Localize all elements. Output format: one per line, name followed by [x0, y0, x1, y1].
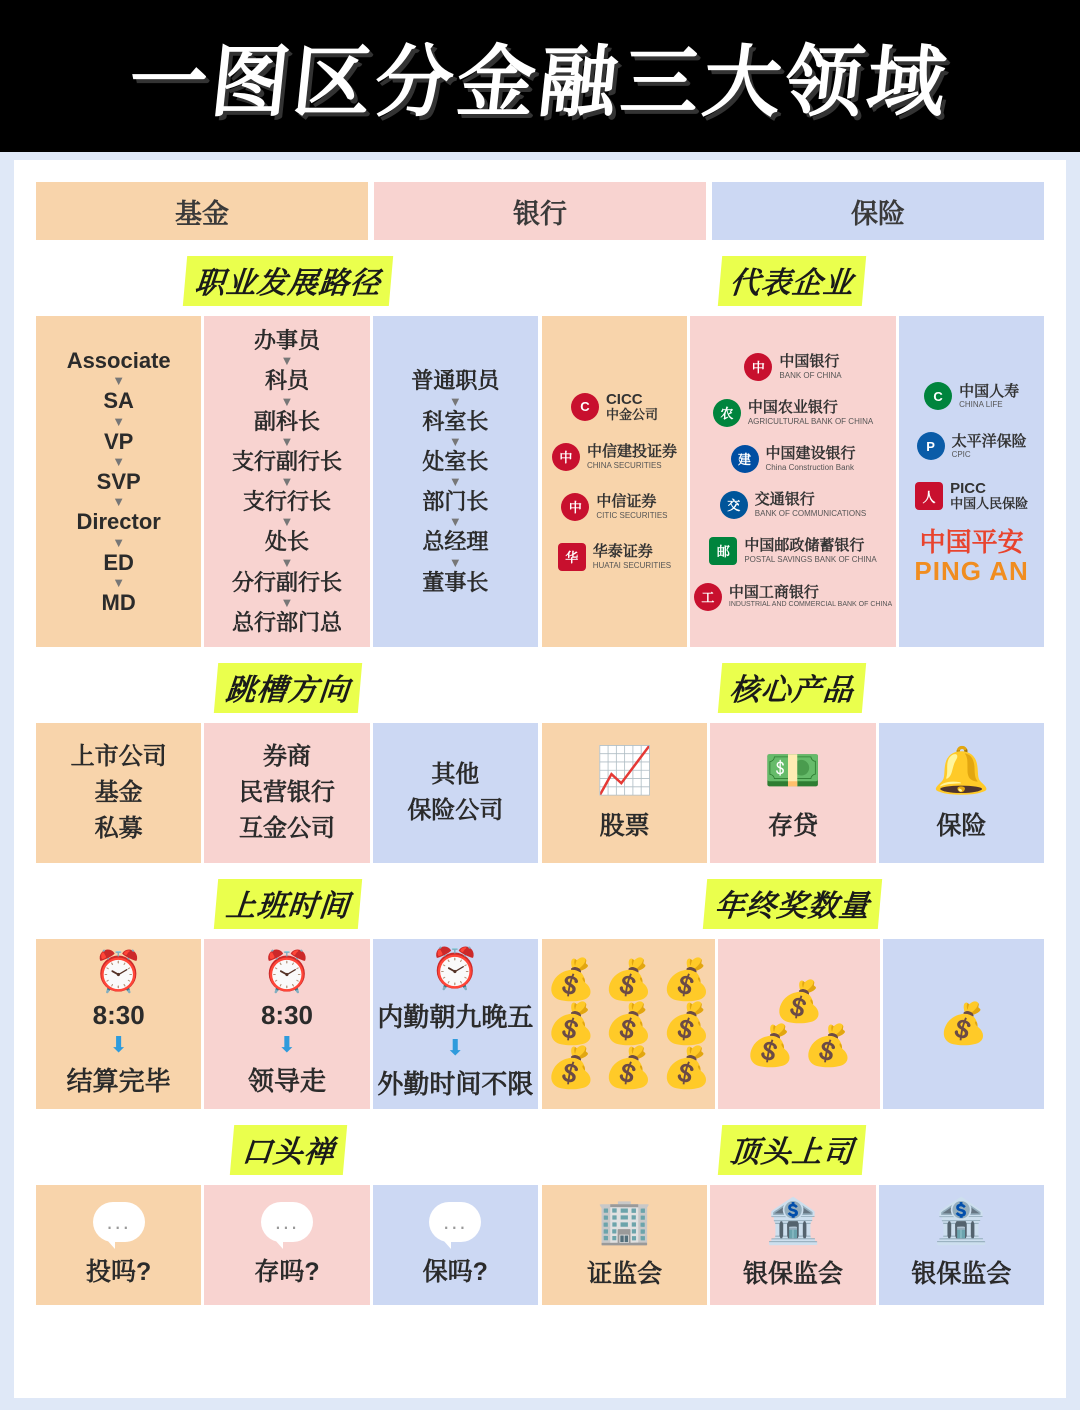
- speech-bubble-icon: ...: [93, 1202, 145, 1242]
- catchphrase-label: 保吗?: [422, 1258, 488, 1287]
- row-worktime-bonus: [36, 939, 1044, 1109]
- row-catchphrase-boss: [36, 1185, 1044, 1305]
- product-label: 股票: [599, 811, 650, 840]
- career-step: Associate: [66, 348, 171, 374]
- jobhop-item: 保险公司: [407, 797, 504, 825]
- companies-fund-column: [542, 316, 687, 647]
- heading-cell-jobhop: [36, 663, 540, 713]
- jobhop-item: 民营银行: [238, 779, 335, 807]
- career-step: 董事长: [422, 569, 489, 595]
- company-name-en: BANK OF COMMUNICATIONS: [754, 508, 867, 518]
- bonus-half: [542, 939, 1044, 1109]
- career-step: SVP: [96, 469, 141, 495]
- company-name: 交通银行: [754, 491, 815, 509]
- arrow-icon: ▼: [280, 514, 294, 530]
- citic-securities-logo-icon: 中: [561, 493, 589, 521]
- company-name-en: China Construction Bank: [765, 462, 854, 472]
- worktime-bank-column: [204, 939, 369, 1109]
- jobhop-insurance-column: [373, 723, 538, 863]
- career-step: SA: [103, 388, 134, 414]
- heading-cell-companies: [540, 256, 1044, 306]
- arrow-icon: ▼: [448, 474, 462, 490]
- arrow-icon: ▼: [112, 454, 126, 470]
- career-half: [36, 316, 538, 647]
- bonus-fund-column: [542, 939, 715, 1109]
- career-step: 支行副行长: [231, 448, 342, 474]
- company-logo: [917, 428, 1027, 464]
- category-bank: 银行: [374, 182, 706, 240]
- money-bag-icon: 💰: [546, 1045, 596, 1092]
- career-step: 部门长: [422, 489, 489, 515]
- company-logo: [694, 579, 892, 615]
- product-label: 存贷: [767, 811, 818, 840]
- abc-logo-icon: 农: [713, 399, 741, 427]
- arrow-icon: ▼: [448, 433, 462, 449]
- company-logo: [552, 439, 677, 475]
- page-title: 一图区分金融三大领域: [124, 38, 954, 128]
- career-step: 总经理: [422, 529, 489, 555]
- heading-cell-boss: [540, 1125, 1044, 1175]
- jobhop-item: 基金: [94, 779, 143, 807]
- china-life-logo-icon: C: [924, 382, 952, 410]
- company-name: 中国人寿: [959, 382, 1020, 400]
- companies-bank-column: [690, 316, 896, 647]
- bank-of-china-logo-icon: 中: [744, 353, 772, 381]
- company-name: 太平洋保险: [951, 432, 1027, 450]
- company-logo: [561, 489, 667, 525]
- money-bag-icon: 💰: [774, 979, 824, 1026]
- arrow-icon: ▼: [112, 373, 126, 389]
- jobhop-fund-column: [36, 723, 201, 863]
- section-heading-row-2: [36, 663, 1044, 713]
- company-name: 中信证券: [596, 493, 657, 511]
- picc-logo-icon: 人: [915, 482, 943, 510]
- company-name-en: CPIC: [951, 449, 971, 459]
- catchphrase-fund-column: [36, 1185, 201, 1305]
- boss-label: 银保监会: [742, 1260, 843, 1289]
- worktime-end: 外勤时间不限: [377, 1069, 534, 1100]
- company-name-en: PING AN: [914, 555, 1029, 586]
- banknote-icon: 💵: [764, 743, 822, 798]
- worktime-start: 8:30: [260, 1000, 314, 1031]
- category-insurance: 保险: [712, 182, 1044, 240]
- arrow-icon: ▼: [448, 554, 462, 570]
- boss-label: 证监会: [587, 1260, 663, 1289]
- boss-fund-column: [542, 1185, 707, 1305]
- arrow-down-icon: ⬇: [109, 1033, 128, 1059]
- money-bag-icon: 💰: [661, 1045, 712, 1092]
- bonus-bag-group: [745, 979, 853, 1070]
- money-bag-icon: 💰: [661, 1001, 712, 1048]
- category-header-row: [36, 182, 1044, 240]
- worktime-fund-column: [36, 939, 201, 1109]
- company-name: 中国建设银行: [765, 445, 856, 463]
- alarm-clock-icon: ⏰: [262, 949, 312, 996]
- money-bag-icon: 💰: [603, 1045, 654, 1092]
- career-step: 处长: [264, 529, 309, 555]
- career-step: 支行行长: [242, 489, 331, 515]
- career-step: Director: [76, 509, 161, 535]
- content-card: [14, 160, 1066, 1398]
- company-name-en: CHINA SECURITIES: [586, 460, 662, 470]
- company-name: PICC: [950, 480, 986, 497]
- cicc-logo-icon: C: [571, 393, 599, 421]
- arrow-icon: ▼: [280, 393, 294, 409]
- section-heading-row-1: [36, 256, 1044, 306]
- worktime-start: 内勤朝九晚五: [377, 1002, 534, 1033]
- companies-half: [542, 316, 1044, 647]
- office-building-icon: 🏢: [597, 1196, 653, 1248]
- section-heading-worktime: 上班时间: [214, 879, 362, 929]
- company-name: 中国邮政储蓄银行: [744, 537, 865, 555]
- section-heading-career: 职业发展路径: [183, 256, 393, 306]
- section-heading-companies: 代表企业: [718, 256, 866, 306]
- product-insurance-column: [879, 723, 1044, 863]
- bank-building-icon: 🏦: [933, 1196, 989, 1248]
- section-heading-products: 核心产品: [718, 663, 866, 713]
- row-jobhop-products: [36, 723, 1044, 863]
- money-bag-icon: 💰: [661, 957, 712, 1004]
- heading-cell-bonus: [540, 879, 1044, 929]
- arrow-icon: ▼: [280, 554, 294, 570]
- career-step: ED: [103, 549, 134, 575]
- product-label: 保险: [936, 811, 987, 840]
- company-logo: [731, 441, 856, 477]
- arrow-icon: ▼: [112, 413, 126, 429]
- company-name: 中国平安: [919, 527, 1024, 558]
- heading-cell-career: [36, 256, 540, 306]
- company-logo: [924, 378, 1019, 414]
- worktime-half: [36, 939, 538, 1109]
- company-name-en: CHINA LIFE: [959, 399, 1003, 409]
- cpic-logo-icon: P: [917, 432, 945, 460]
- arrow-icon: ▼: [112, 574, 126, 590]
- company-logo: [720, 487, 866, 523]
- career-insurance-column: [373, 316, 538, 647]
- alarm-clock-icon: ⏰: [430, 946, 481, 993]
- section-heading-jobhop: 跳槽方向: [214, 663, 362, 713]
- company-name-en: HUATAI SECURITIES: [592, 560, 672, 570]
- product-bank-column: [710, 723, 875, 863]
- company-logo: [713, 395, 873, 431]
- bocom-logo-icon: 交: [720, 491, 748, 519]
- company-name-cn: 中金公司: [605, 406, 658, 422]
- section-heading-row-4: [36, 1125, 1044, 1175]
- worktime-end: 领导走: [247, 1066, 326, 1097]
- company-logo: [914, 528, 1028, 585]
- jobhop-item: 其他: [431, 761, 480, 789]
- money-bag-icon: 💰: [546, 1001, 596, 1048]
- arrow-icon: ▼: [280, 433, 294, 449]
- company-logo: [571, 389, 658, 425]
- heading-cell-products: [540, 663, 1044, 713]
- career-step: 普通职员: [411, 368, 500, 394]
- products-half: [542, 723, 1044, 863]
- section-heading-boss: 顶头上司: [718, 1125, 866, 1175]
- alarm-clock-icon: ⏰: [93, 949, 144, 996]
- career-step: 科室长: [422, 408, 489, 434]
- catchphrase-insurance-column: [373, 1185, 538, 1305]
- arrow-icon: ▼: [112, 534, 126, 550]
- pingan-logo: [914, 528, 1028, 585]
- arrow-down-icon: ⬇: [446, 1036, 465, 1062]
- money-bag-icon: 💰: [546, 957, 596, 1004]
- psbc-logo-icon: 邮: [709, 537, 737, 565]
- catchphrase-bank-column: [204, 1185, 369, 1305]
- stock-chart-icon: 📈: [596, 743, 654, 798]
- company-name-en: INDUSTRIAL AND COMMERCIAL BANK OF CHINA: [728, 601, 893, 609]
- money-bag-icon: 💰: [938, 1001, 989, 1048]
- money-bag-icon: 💰: [803, 1023, 853, 1070]
- heading-cell-worktime: [36, 879, 540, 929]
- product-fund-column: [542, 723, 707, 863]
- arrow-icon: ▼: [448, 393, 462, 409]
- jobhop-half: [36, 723, 538, 863]
- career-step: 分行副行长: [231, 569, 342, 595]
- huatai-securities-logo-icon: 华: [558, 543, 586, 571]
- row-career-companies: [36, 316, 1044, 647]
- career-step: 处室长: [422, 448, 489, 474]
- career-step: 总行部门总: [231, 610, 342, 636]
- boss-label: 银保监会: [911, 1260, 1012, 1289]
- worktime-start: 8:30: [92, 1000, 145, 1031]
- boss-half: [542, 1185, 1044, 1305]
- company-logo: [915, 478, 1028, 514]
- company-name: 中国银行: [779, 353, 840, 371]
- jobhop-item: 券商: [262, 743, 311, 771]
- title-banner: [0, 0, 1080, 152]
- money-bag-icon: 💰: [603, 957, 654, 1004]
- section-heading-row-3: [36, 879, 1044, 929]
- bonus-bank-column: [718, 939, 879, 1109]
- career-step: MD: [101, 589, 136, 615]
- company-name: 中国工商银行: [728, 583, 819, 601]
- china-securities-logo-icon: 中: [552, 443, 580, 471]
- bell-icon: 🔔: [932, 743, 990, 798]
- company-name: 华泰证券: [592, 543, 653, 561]
- company-name-en: AGRICULTURAL BANK OF CHINA: [747, 416, 874, 426]
- jobhop-item: 上市公司: [70, 743, 167, 771]
- company-name: 中信建投证券: [586, 443, 677, 461]
- bonus-bag-group: [938, 1001, 989, 1048]
- heading-cell-catchphrase: [36, 1125, 540, 1175]
- worktime-insurance-column: [373, 939, 538, 1109]
- ccb-logo-icon: 建: [731, 445, 759, 473]
- career-step: 副科长: [253, 408, 320, 434]
- arrow-down-icon: ⬇: [277, 1033, 297, 1059]
- bank-building-icon: 🏦: [765, 1196, 821, 1248]
- boss-insurance-column: [879, 1185, 1044, 1305]
- catchphrase-label: 投吗?: [86, 1258, 152, 1287]
- section-heading-bonus: 年终奖数量: [702, 879, 881, 929]
- company-name-cn: 中国人民保险: [950, 496, 1029, 512]
- career-step: VP: [103, 428, 134, 454]
- company-name: CICC: [605, 390, 643, 408]
- company-logo: [558, 539, 671, 575]
- boss-bank-column: [710, 1185, 875, 1305]
- catchphrase-label: 存吗?: [254, 1258, 320, 1287]
- company-name-en: CITIC SECURITIES: [596, 510, 668, 520]
- jobhop-item: 私募: [94, 815, 143, 843]
- arrow-icon: ▼: [112, 494, 126, 510]
- speech-bubble-icon: ...: [261, 1202, 313, 1242]
- bonus-bag-group: [546, 957, 712, 1092]
- company-logo: [709, 533, 876, 569]
- company-logo: [744, 349, 841, 385]
- arrow-icon: ▼: [280, 474, 294, 490]
- career-fund-column: [36, 316, 201, 647]
- arrow-icon: ▼: [280, 353, 294, 369]
- jobhop-item: 互金公司: [238, 815, 335, 843]
- arrow-icon: ▼: [280, 595, 294, 611]
- jobhop-bank-column: [204, 723, 369, 863]
- companies-insurance-column: [899, 316, 1044, 647]
- money-bag-icon: 💰: [603, 1001, 654, 1048]
- icbc-logo-icon: 工: [694, 583, 722, 611]
- catchphrase-half: [36, 1185, 538, 1305]
- money-bag-icon: 💰: [745, 1023, 796, 1070]
- bonus-insurance-column: [883, 939, 1044, 1109]
- arrow-icon: ▼: [448, 514, 462, 530]
- category-fund: 基金: [36, 182, 368, 240]
- company-name-en: BANK OF CHINA: [779, 370, 842, 380]
- career-step: 办事员: [253, 328, 320, 353]
- company-name: 中国农业银行: [747, 399, 838, 417]
- worktime-end: 结算完毕: [66, 1066, 171, 1097]
- company-name-en: POSTAL SAVINGS BANK OF CHINA: [744, 554, 877, 564]
- section-heading-catchphrase: 口头禅: [229, 1125, 346, 1175]
- career-step: 科员: [264, 368, 309, 394]
- speech-bubble-icon: ...: [429, 1202, 481, 1242]
- career-bank-column: [204, 316, 369, 647]
